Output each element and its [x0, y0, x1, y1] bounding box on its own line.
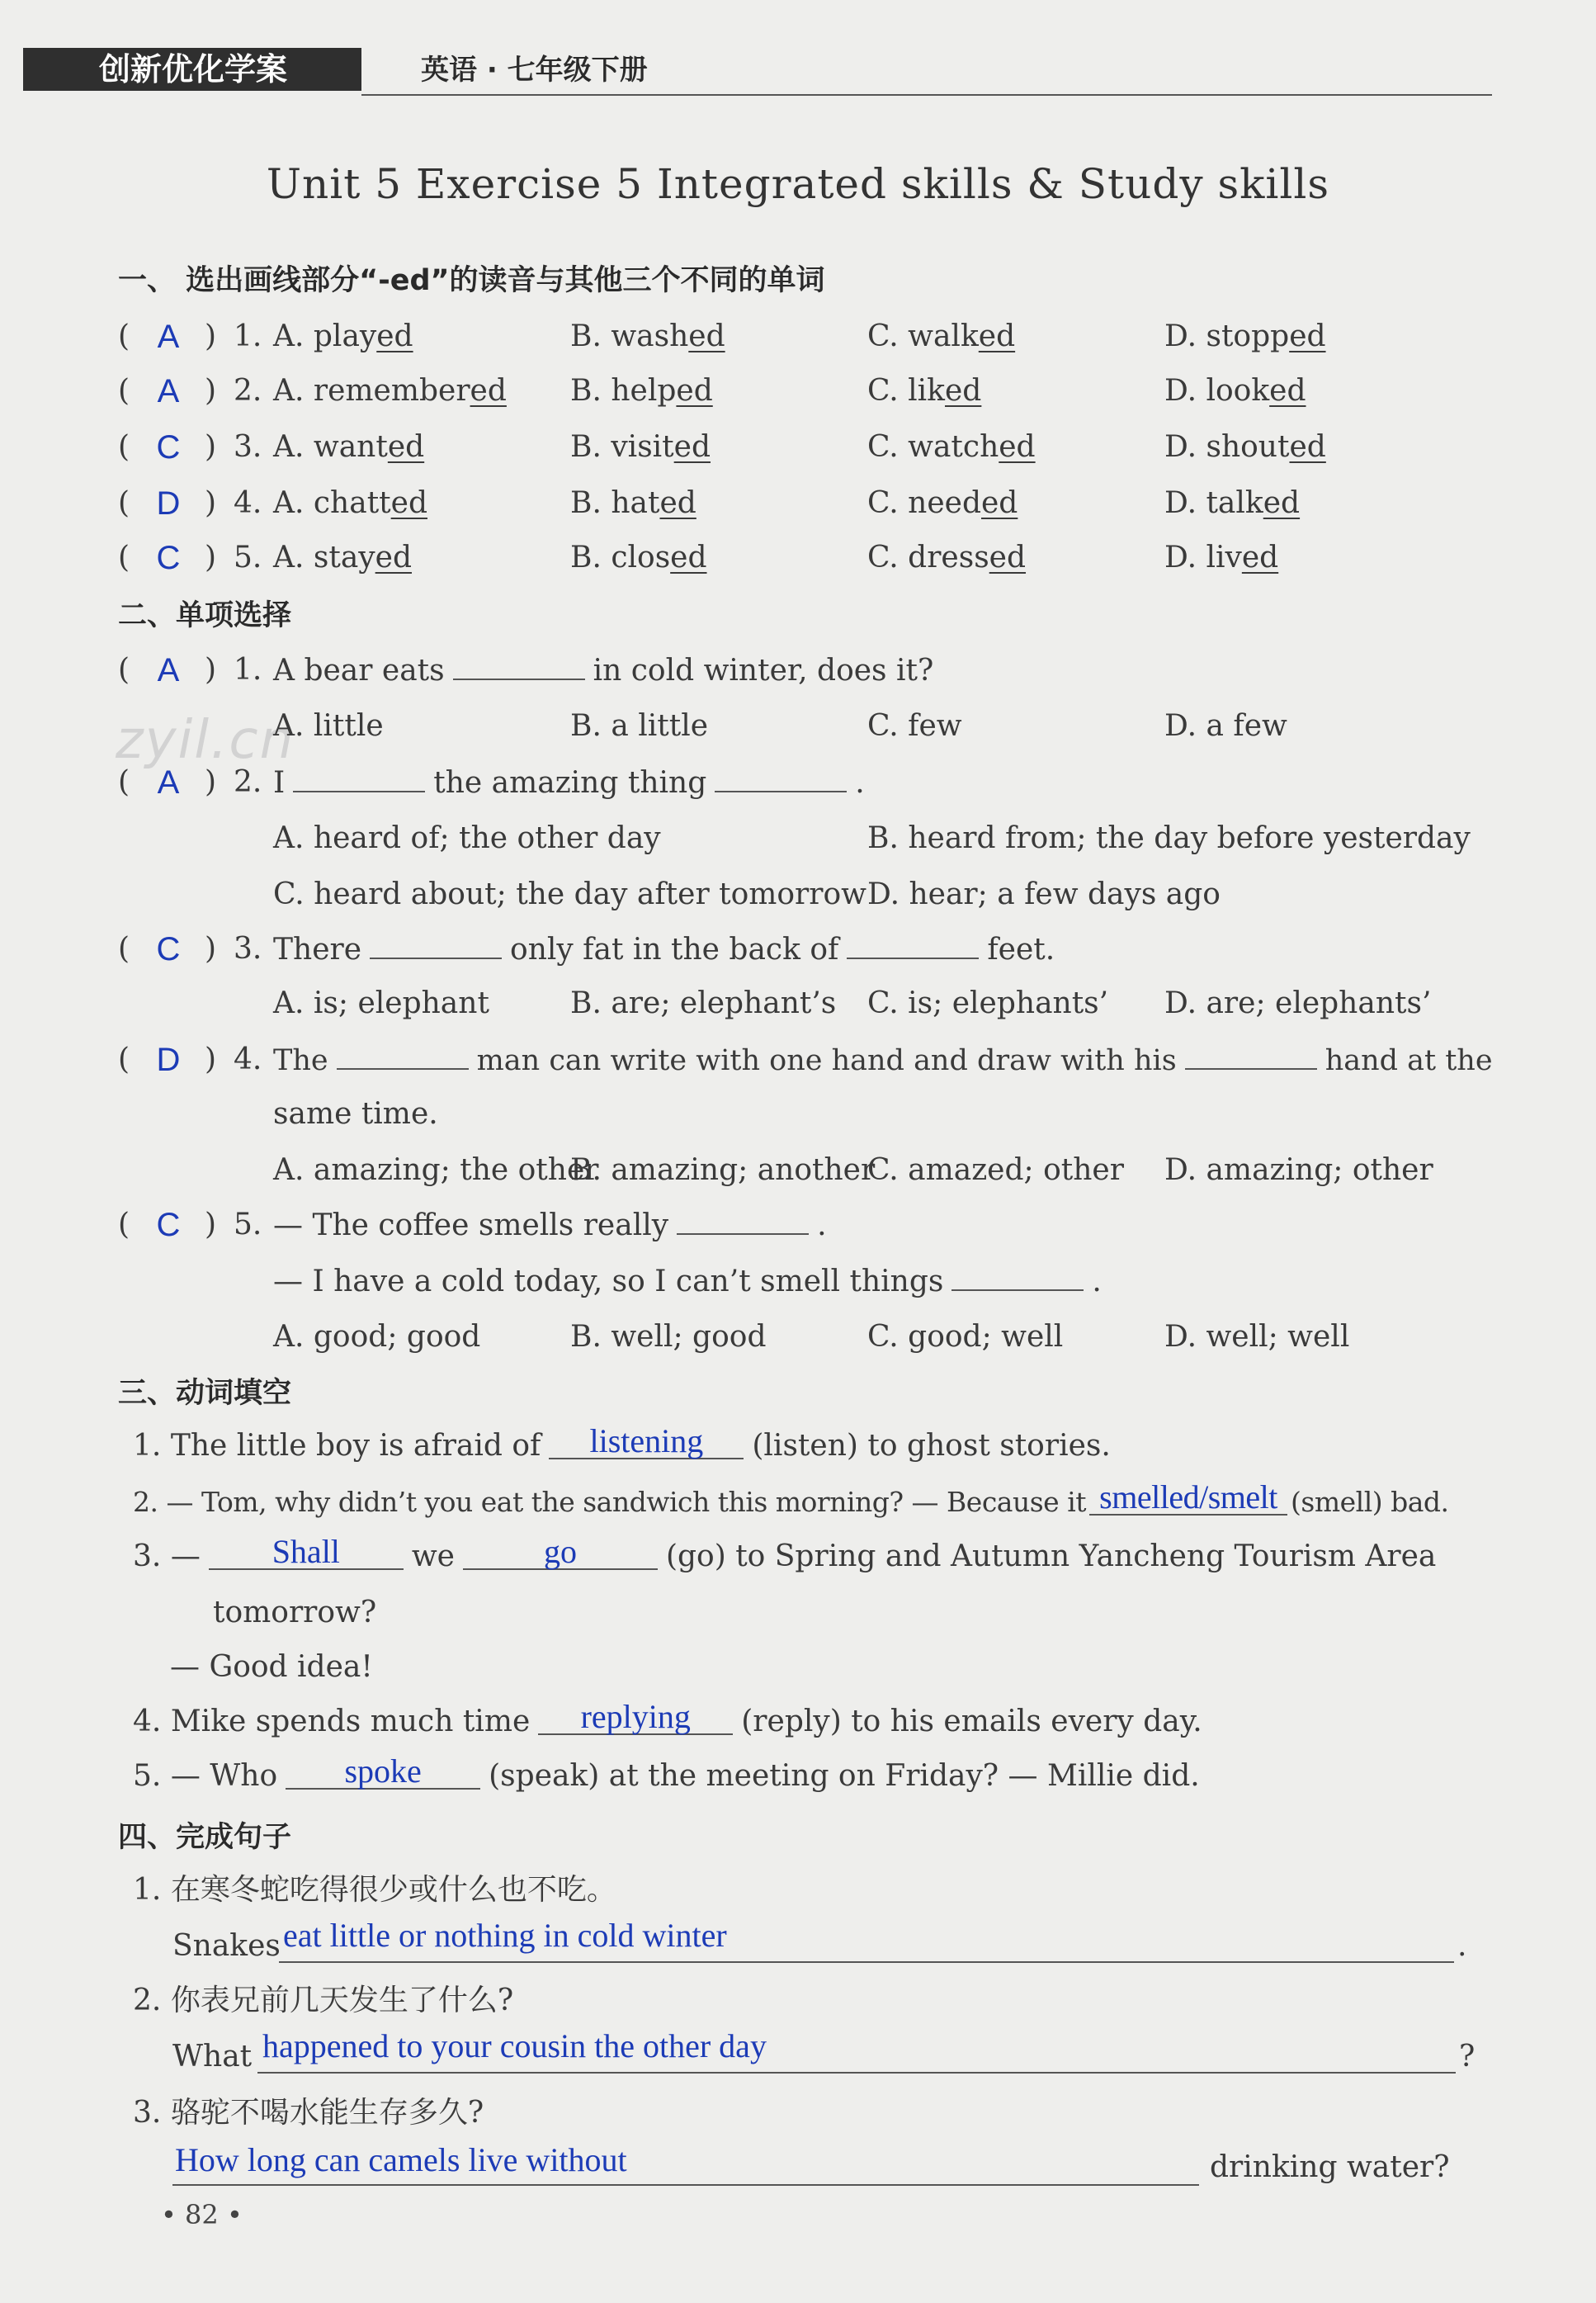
option-a: A. wanted	[273, 430, 425, 464]
answer-letter: C	[156, 540, 181, 576]
underlined-ending: ed	[1263, 486, 1301, 520]
fill-answer: go	[463, 1535, 658, 1570]
option-c: C. needed	[867, 486, 1018, 520]
section3-heading: 三、动词填空	[118, 1377, 292, 1410]
s2-q3: ( C ) 3. There only fat in the back of feet.	[0, 928, 1596, 971]
underlined-ending: ed	[676, 374, 713, 408]
option-a: A. remembered	[273, 374, 507, 408]
answer-blank	[1185, 1038, 1317, 1070]
s1-item: ( A ) 1. A. played B. washed C. walked D. stopped	[0, 315, 1596, 358]
s2-q2: ( A ) 2. I the amazing thing .	[0, 761, 1596, 804]
s4-q2-prefix: What	[172, 2040, 253, 2074]
answer-blank	[453, 649, 585, 680]
answer-letter: C	[156, 429, 181, 466]
s1-item: ( D ) 4. A. chatted B. hated C. needed D. talked	[0, 482, 1596, 525]
answer-letter: D	[156, 485, 181, 522]
option-c: C. watched	[867, 430, 1036, 464]
s4-q1-prefix: Snakes	[172, 1929, 281, 1963]
answer-letter: A	[157, 764, 180, 801]
s4-q3-chinese: 3. 骆驼不喝水能生存多久?	[133, 2096, 484, 2130]
s4-q2-answer: happened to your cousin the other day	[262, 2027, 767, 2064]
book-title: 创新优化学案	[23, 48, 361, 91]
s2-q1: ( A ) 1. A bear eats in cold winter, does it?	[0, 649, 1596, 692]
s3-q1: 1. The little boy is afraid of listening (listen) to ghost stories.	[133, 1422, 1111, 1463]
option-b: B. washed	[570, 319, 725, 353]
option-c: C. liked	[867, 374, 982, 408]
option-d: D. stopped	[1164, 319, 1326, 353]
underlined-ending: ed	[1269, 374, 1306, 408]
s2-q4-cont: same time.	[273, 1097, 438, 1131]
underlined-ending: ed	[659, 486, 696, 520]
s3-q3: 3. — Shall we go (go) to Spring and Autumn Yancheng Tourism Area	[133, 1533, 1437, 1573]
answer-blank	[677, 1204, 809, 1235]
answer-letter: A	[157, 319, 180, 355]
underlined-ending: ed	[999, 430, 1036, 464]
answer-blank	[293, 761, 425, 792]
watermark: zyil.cn	[116, 710, 295, 771]
section4-heading: 四、完成句子	[118, 1821, 292, 1854]
option-d: D. lived	[1164, 541, 1279, 575]
answer-letter: C	[156, 931, 181, 967]
underlined-ending: ed	[1289, 319, 1326, 353]
option-c: C. dressed	[867, 541, 1027, 575]
option-a: A. stayed	[273, 541, 412, 575]
fill-answer: smelled/smelt	[1089, 1481, 1287, 1516]
answer-blank	[337, 1038, 469, 1070]
s2-q3-options: A. is; elephant B. are; elephant’s C. is; elephants’ D. are; elephants’	[273, 986, 1432, 1020]
page-header	[23, 48, 1492, 94]
answer-blank	[715, 761, 847, 792]
underlined-ending: ed	[978, 319, 1016, 353]
option-b: B. visited	[570, 430, 711, 464]
subject-label: 英语 · 七年级下册	[421, 54, 648, 87]
s2-q4-options: A. amazing; the other B. amazing; another C. amazed; other D. amazing; other	[273, 1153, 1433, 1187]
fill-answer: spoke	[286, 1755, 480, 1790]
option-d: D. looked	[1164, 374, 1306, 408]
s1-item: ( C ) 5. A. stayed B. closed C. dressed D. lived	[0, 537, 1596, 579]
s2-q2-options-b: C. heard about; the day after tomorrow D. hear; a few days ago	[273, 877, 1221, 911]
underlined-ending: ed	[387, 430, 425, 464]
answer-letter: A	[157, 373, 180, 409]
s2-q5-options: A. good; good B. well; good C. good; well D. well; well	[273, 1320, 1350, 1354]
option-b: B. closed	[570, 541, 707, 575]
s4-q1-answer: eat little or nothing in cold winter	[283, 1917, 727, 1954]
underlined-ending: ed	[670, 541, 707, 575]
option-b: B. hated	[570, 486, 696, 520]
underlined-ending: ed	[673, 430, 711, 464]
s1-item: ( A ) 2. A. remembered B. helped C. liked D. looked	[0, 370, 1596, 413]
underlined-ending: ed	[688, 319, 725, 353]
section2-heading: 二、单项选择	[118, 599, 292, 632]
underlined-ending: ed	[376, 319, 413, 353]
underlined-ending: ed	[390, 486, 427, 520]
s4-q3-answer: How long can camels live without	[175, 2141, 627, 2178]
option-a: A. chatted	[273, 486, 427, 520]
option-a: A. played	[273, 319, 413, 353]
underlined-ending: ed	[945, 374, 982, 408]
s4-q2-chinese: 2. 你表兄前几天发生了什么?	[133, 1984, 514, 2017]
answer-blank	[951, 1260, 1084, 1291]
s2-q2-options-a: A. heard of; the other day B. heard from; the day before yesterday	[273, 821, 1471, 855]
option-d: D. talked	[1164, 486, 1301, 520]
answer-letter: D	[156, 1042, 181, 1078]
page-number: • 82 •	[161, 2199, 243, 2230]
fill-answer: Shall	[209, 1535, 404, 1570]
answer-letter: A	[157, 652, 180, 688]
underlined-ending: ed	[375, 541, 412, 575]
underlined-ending: ed	[1241, 541, 1279, 575]
s1-item: ( C ) 3. A. wanted B. visited C. watched D. shouted	[0, 426, 1596, 469]
option-d: D. shouted	[1164, 430, 1326, 464]
answer-blank	[847, 928, 979, 959]
s3-q3-cont: tomorrow?	[213, 1596, 377, 1629]
s2-q1-options: A. little B. a little C. few D. a few	[273, 709, 1287, 743]
s3-q5: 5. — Who spoke (speak) at the meeting on Friday? — Millie did.	[133, 1752, 1200, 1793]
s2-q5: ( C ) 5. — The coffee smells really .	[0, 1204, 1596, 1246]
s2-q5-line2: — I have a cold today, so I can’t smell things .	[0, 1260, 1596, 1303]
fill-answer: replying	[538, 1700, 733, 1735]
page-title: Unit 5 Exercise 5 Integrated skills & Study skills	[266, 160, 1330, 208]
s3-q3-reply: — Good idea!	[170, 1650, 373, 1684]
option-c: C. walked	[867, 319, 1016, 353]
underlined-ending: ed	[470, 374, 507, 408]
section1-heading: 一、 选出画线部分“-ed”的读音与其他三个不同的单词	[118, 264, 825, 297]
underlined-ending: ed	[981, 486, 1018, 520]
underlined-ending: ed	[989, 541, 1027, 575]
answer-blank	[370, 928, 502, 959]
s3-q2: 2. — Tom, why didn’t you eat the sandwich this morning? — Because it smelled/smelt (smell) bad.	[133, 1478, 1449, 1518]
option-b: B. helped	[570, 374, 713, 408]
s2-q4: ( D ) 4. The man can write with one hand and draw with his hand at the	[0, 1038, 1596, 1081]
s3-q4: 4. Mike spends much time replying (reply) to his emails every day.	[133, 1698, 1202, 1738]
fill-answer: listening	[549, 1425, 744, 1459]
underlined-ending: ed	[1289, 430, 1326, 464]
answer-letter: C	[156, 1207, 181, 1243]
header-rule	[361, 94, 1492, 96]
s4-q1-chinese: 1. 在寒冬蛇吃得很少或什么也不吃。	[133, 1873, 616, 1907]
